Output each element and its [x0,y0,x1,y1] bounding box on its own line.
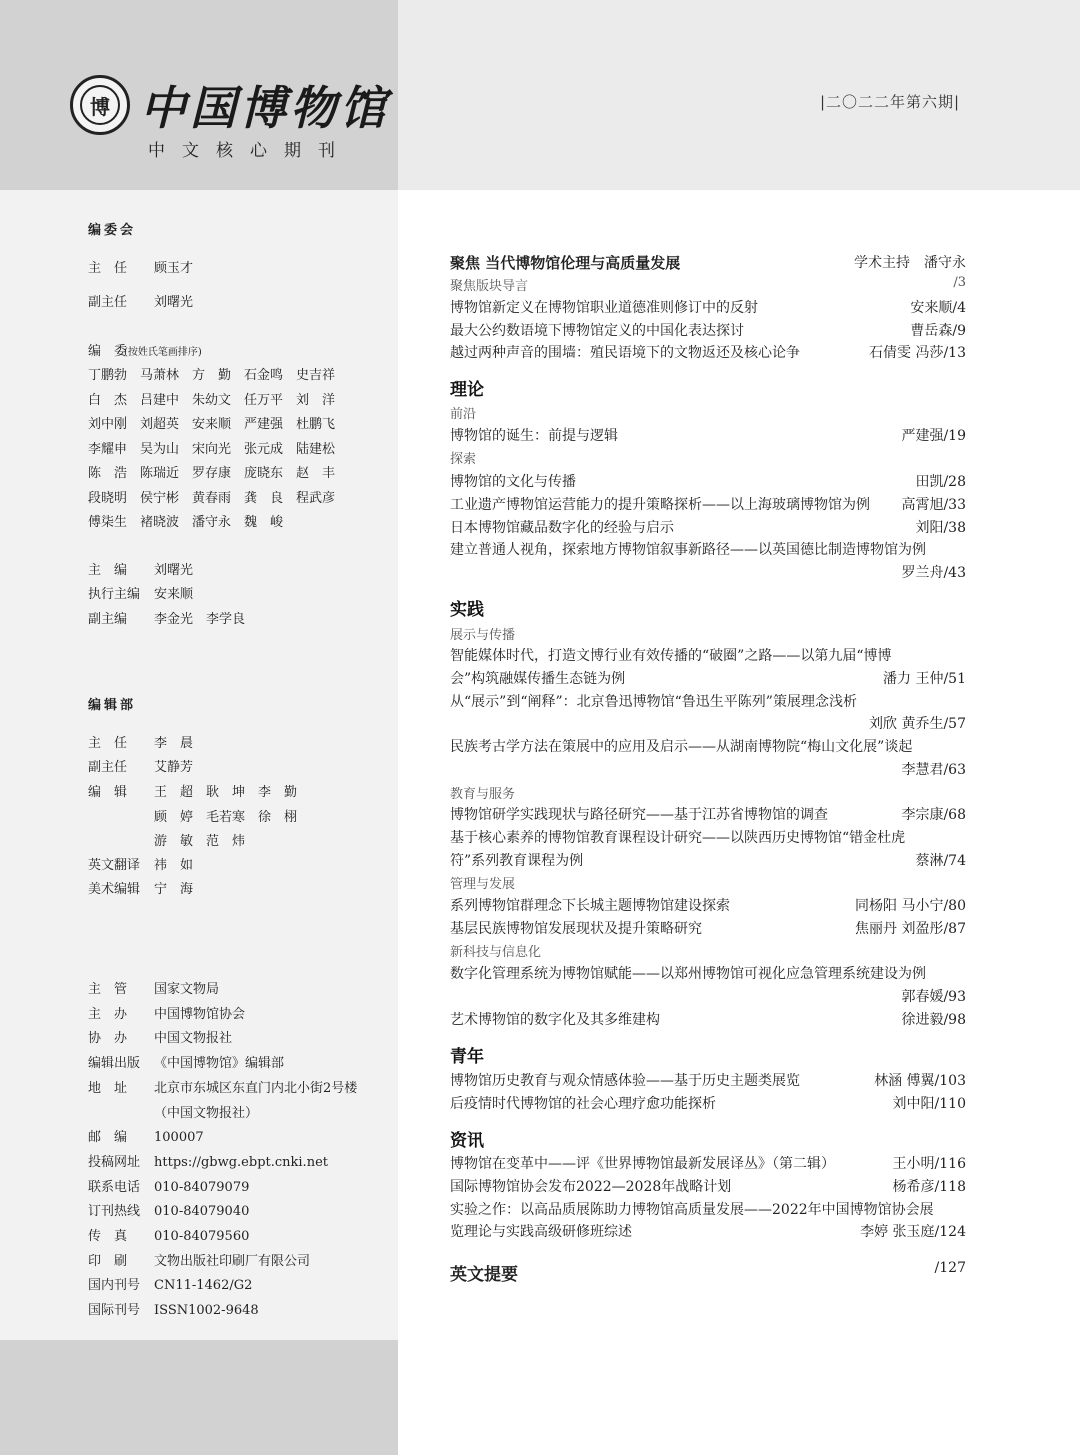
toc-subsection-heading: 新科技与信息化 [450,945,542,960]
board-member-name: 刘中刚 [88,417,128,432]
board-member-name: 罗存康 [192,466,232,481]
toc-subsection-heading: 教育与服务 [450,787,516,802]
board-member-name: 白 杰 [88,392,128,408]
board-member-name: 黄春雨 [192,490,232,506]
toc-subsection-heading: 展示与传播 [450,628,516,643]
board-member-name: 赵 丰 [296,466,336,481]
toc-entry-author: 刘中阳/110 [892,1095,966,1112]
board-member-row [88,487,348,506]
toc-focus-heading [450,252,966,273]
publisher-row [88,1126,204,1145]
seal-logo-icon: 博 [70,75,130,135]
board-member-name: 陆建松 [296,441,336,457]
publisher-value: CN11-1462/G2 [154,1278,253,1294]
board-member-name: 马萧林 [140,368,180,383]
board-member-name: 杜鹏飞 [296,417,336,432]
toc-entry-title: 建立普通人视角，探索地方博物馆叙事新路径——以英国德比制造博物馆为例 [450,542,926,559]
toc-subsection-heading: 管理与发展 [450,877,516,892]
dept-editors-label: 编 辑 [88,785,128,800]
dept-editor-name: 顾 婷 [154,809,194,825]
publisher-row [88,1200,249,1219]
toc-entry-author: 王小明/116 [892,1156,966,1172]
dept-editor-row [154,781,310,800]
focus-host: 学术主持 潘守永 [854,255,966,271]
focus-title: 聚焦 当代博物馆伦理与高质量发展 [450,254,681,272]
dept-editor-name: 毛若寒 [206,809,246,825]
journal-logo-subtitle: 中文核心期刊 [148,141,352,161]
board-member-row [88,413,348,432]
dept-editor-row [154,830,310,849]
board-member-name: 宋向光 [192,441,232,457]
board-member-name: 段晓明 [88,490,128,506]
board-member-name: 魏 峻 [244,515,284,530]
publisher-row [88,1151,328,1170]
publisher-row [88,978,219,997]
publisher-row [88,1274,252,1293]
publisher-row [88,1102,258,1121]
toc-entry-title: 日本博物馆藏品数字化的经验与启示 [450,519,674,536]
board-member-name: 侯宁彬 [140,490,180,506]
publisher-value: 中国博物馆协会 [154,1006,246,1022]
toc-entry-title: 艺术博物馆的数字化及其多维建构 [450,1011,660,1028]
dept-deputy-row: 副主任 艾静芳 [88,760,194,775]
board-member-name: 张元成 [244,441,284,457]
publisher-label: 邮 编 [88,1130,128,1146]
toc-entry-author: 徐进毅/98 [901,1011,966,1028]
board-member-name: 安来顺 [192,417,232,432]
abstract-page: /127 [934,1260,966,1276]
publisher-label: 国际刊号 [88,1303,141,1319]
toc-entry-title: 基于核心素养的博物馆教育课程设计研究——以陕西历史博物馆“错金杜虎 [450,829,906,846]
publisher-row [88,1052,284,1071]
publisher-value: （中国文物报社） [154,1105,259,1121]
toc-section-heading: 实践 [450,600,484,620]
issue-label: |二〇二二年第六期| [820,93,961,111]
exec-editor-row: 执行主编 安来顺 [88,587,194,602]
publisher-row [88,1176,249,1195]
toc-entry-author: 曹岳森/9 [910,322,966,339]
dept-director-row: 主 任 李 晨 [88,736,194,751]
board-member-row [88,462,348,481]
toc-entry-title: 工业遗产博物馆运营能力的提升策略探析——以上海玻璃博物馆为例 [450,496,870,513]
toc-entry-title: 览理论与实践高级研修班综述 [450,1224,632,1241]
translator-row: 英文翻译 祎 如 [88,858,194,873]
toc-entry-author: 罗兰舟/43 [901,565,966,582]
toc-entry-title: 数字化管理系统为博物馆赋能——以郑州博物馆可视化应急管理系统建设为例 [450,966,926,982]
dept-editor-name: 李 勤 [258,785,298,800]
publisher-row [88,1077,357,1096]
board-member-name: 程武彦 [296,490,336,506]
publisher-label: 地 址 [88,1080,128,1096]
toc-subsection-heading: 前沿 [450,407,477,422]
toc-subsection-heading: 探索 [450,452,477,467]
board-members-label-row: 编 委(按姓氏笔画排序) [88,344,202,359]
publisher-value: 文物出版社印刷厂有限公司 [154,1253,311,1269]
board-member-row [88,364,348,383]
toc-entry-title: 博物馆的文化与传播 [450,474,576,490]
dept-editor-name: 徐 栩 [258,809,298,825]
toc-entry-title: 博物馆研学实践现状与路径研究——基于江苏省博物馆的调查 [450,807,828,823]
publisher-label: 联系电话 [88,1179,141,1195]
toc-entry-title: 博物馆历史教育与观众情感体验——基于历史主题类展览 [450,1073,800,1089]
publisher-value: 北京市东城区东直门内北小街2号楼 [154,1080,358,1096]
journal-logo-title: 中国博物馆 [140,81,390,135]
publisher-value: 国家文物局 [154,982,220,997]
publisher-label: 印 刷 [88,1253,128,1269]
toc-entry-author: 杨希彦/118 [892,1178,966,1195]
toc-entry-title: 智能媒体时代，打造文博行业有效传播的“破圈”之路——以第九届“博博 [450,648,892,664]
toc-entry-title: 实验之作：以高品质展陈助力博物馆高质量发展——2022年中国博物馆协会展 [450,1201,934,1218]
board-member-name: 傅柒生 [88,515,128,530]
editorial-dept-heading: 编辑部 [88,698,137,713]
board-member-name: 李耀申 [88,441,128,457]
toc-entry-title: 博物馆在变革中——评《世界博物馆最新发展译丛》（第二辑） [450,1156,835,1172]
dept-editor-name: 耿 坤 [206,785,246,800]
publisher-value: 《中国博物馆》编辑部 [154,1056,285,1072]
publisher-value: https://gbwg.ebpt.cnki.net [154,1154,328,1170]
toc-entry-title: 民族考古学方法在策展中的应用及启示——从湖南博物院“梅山文化展”谈起 [450,739,913,756]
toc-section-heading: 青年 [450,1047,484,1067]
dept-editor-row [154,806,310,825]
toc-entry-title: 后疫情时代博物馆的社会心理疗愈功能探析 [450,1095,716,1112]
art-editor-row: 美术编辑 宁 海 [88,882,194,897]
toc-entry-title: 博物馆的诞生：前提与逻辑 [450,428,618,444]
toc-section-heading: 理论 [450,380,484,400]
toc-entry-author: 同杨阳 马小宁/80 [855,898,966,914]
board-member-row [88,438,348,457]
publisher-value: 010-84079560 [154,1229,250,1244]
toc-entry-author: 刘阳/38 [915,519,966,536]
publisher-label: 传 真 [88,1229,128,1244]
publisher-label: 协 办 [88,1031,128,1047]
board-member-name: 丁鹏勃 [88,368,128,383]
toc-entry-author: 蔡淋/74 [915,852,966,869]
publisher-label: 主 办 [88,1006,128,1022]
publisher-value: 010-84079040 [154,1204,250,1220]
board-member-name: 潘守永 [192,515,232,530]
toc-entry-title: 最大公约数语境下博物馆定义的中国化表达探讨 [450,322,744,339]
toc-entry-author: 刘欣 黄乔生/57 [869,716,966,733]
board-member-name: 陈瑞近 [140,466,180,481]
board-member-name: 吕建中 [140,392,180,408]
dept-editor-name: 范 炜 [206,834,246,849]
toc-entry-author: 李婷 张玉庭/124 [860,1224,966,1241]
board-member-name: 方 勤 [192,368,232,383]
board-member-row [88,389,348,408]
board-member-name: 陈 浩 [88,466,128,481]
publisher-value: 中国文物报社 [154,1031,233,1047]
toc-entry-author: 郭春媛/93 [901,988,966,1005]
toc-section-heading: 资讯 [450,1131,484,1151]
publisher-value: 010-84079079 [154,1179,250,1195]
toc-entry-author: 李慧君/63 [901,762,966,778]
publisher-row [88,1250,310,1269]
board-member-name: 吴为山 [140,441,180,457]
publisher-label: 编辑出版 [88,1056,141,1072]
board-member-name: 庞晓东 [244,466,284,481]
board-director-row: 主 任 顾玉才 [88,261,194,276]
publisher-row [88,1027,232,1046]
toc-entry-author: 潘力 王仲/51 [883,670,966,687]
toc-entry-author: 李宗康/68 [901,807,966,823]
publisher-label: 国内刊号 [88,1278,141,1294]
toc-entry-author: 高霄旭/33 [901,496,966,513]
board-member-name: 严建强 [244,417,284,432]
board-member-name: 褚晓波 [140,515,180,530]
publisher-row [88,1003,245,1022]
board-deputy-row: 副主任 刘曙光 [88,295,194,310]
publisher-value: ISSN1002-9648 [154,1303,259,1319]
toc-entry-title: 会”构筑融媒传播生态链为例 [450,670,626,687]
board-member-name: 朱幼文 [192,392,232,408]
dept-editor-name: 游 敏 [154,834,194,849]
editorial-board-heading: 编委会 [88,223,137,238]
publisher-label: 主 管 [88,982,128,997]
board-member-row [88,511,348,530]
board-member-name: 刘 洋 [296,392,336,408]
board-member-name: 史吉祥 [296,368,336,383]
toc-entry-title: 越过两种声音的围墙：殖民语境下的文物返还及核心论争 [450,345,800,361]
deputy-editor-row: 副主编 李金光 李学良 [88,612,246,627]
toc-entry-author: 安来顺/4 [910,300,966,316]
footer-band [0,1340,398,1455]
toc-entry-author: 林涵 傅翼/103 [874,1073,966,1089]
toc-entry-author: 田凯/28 [915,474,966,490]
toc-entry-title: 国际博物馆协会发布2022—2028年战略计划 [450,1178,732,1195]
toc-entry-author: 焦丽丹 刘盈彤/87 [855,920,966,937]
toc-entry-title: 符”系列教育课程为例 [450,852,584,869]
publisher-row [88,1299,259,1318]
publisher-label: 订刊热线 [88,1204,141,1220]
publisher-label: 投稿网址 [88,1154,141,1170]
toc-entry-author: 严建强/19 [901,428,966,444]
board-member-name: 刘超英 [140,417,180,432]
dept-editor-name: 王 超 [154,785,194,800]
chief-editor-row: 主 编 刘曙光 [88,563,194,578]
board-member-name: 龚 良 [244,490,284,506]
focus-intro-page: /3 [953,275,966,290]
toc-entry-title: 博物馆新定义在博物馆职业道德准则修订中的反射 [450,300,758,316]
focus-intro-title: 聚焦版块导言 [450,279,529,294]
abstract-heading: 英文提要 [450,1265,518,1285]
toc-entry-title: 从“展示”到“阐释”：北京鲁迅博物馆“鲁迅生平陈列”策展理念浅析 [450,693,857,710]
publisher-row [88,1225,249,1244]
toc-entry-title: 系列博物馆群理念下长城主题博物馆建设探索 [450,898,730,914]
publisher-value: 100007 [154,1130,204,1146]
board-member-name: 石金鸣 [244,368,284,383]
board-member-name: 任万平 [244,392,284,408]
toc-entry-title: 基层民族博物馆发展现状及提升策略研究 [450,920,702,937]
toc-entry-author: 石倩雯 冯莎/13 [869,345,966,361]
